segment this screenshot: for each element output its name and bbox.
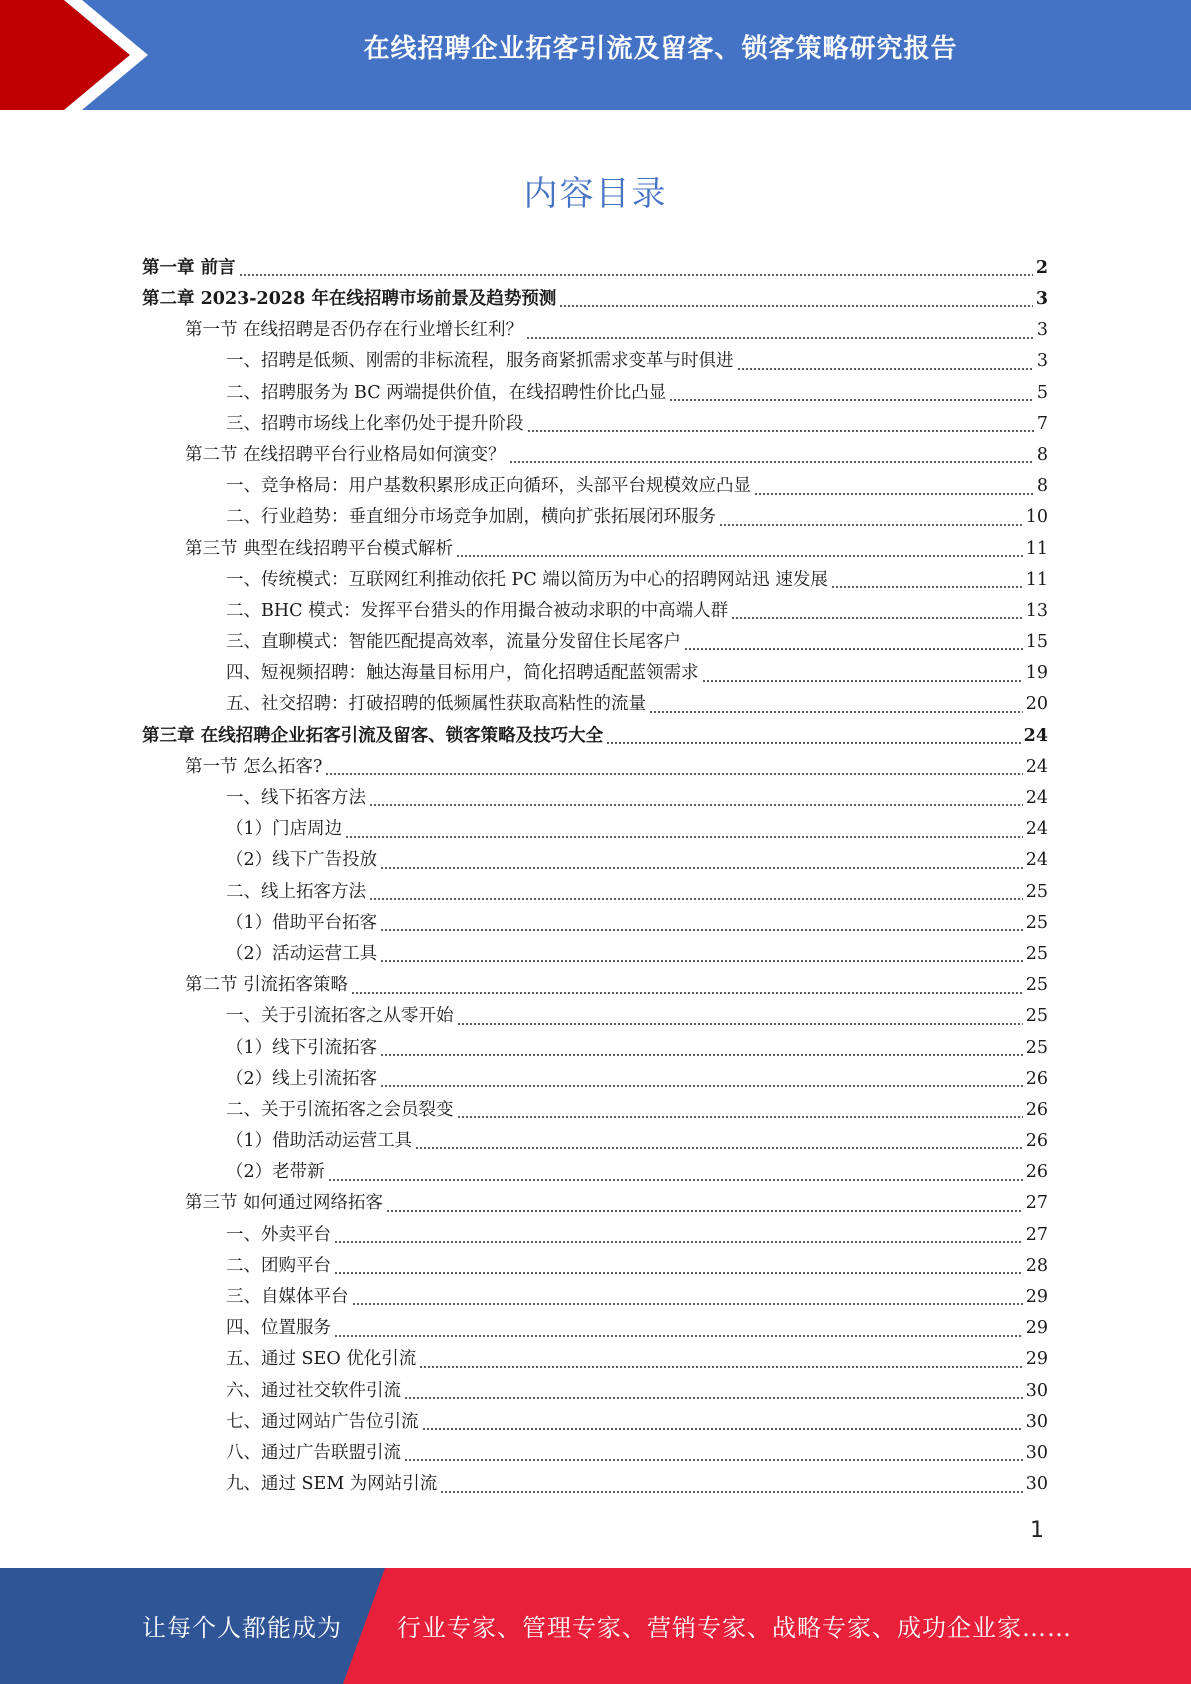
page-number: 1 <box>1030 1518 1044 1543</box>
toc-leader-dots <box>649 711 1023 713</box>
toc-entry-title: 第二节 在线招聘平台行业格局如何演变？ <box>185 444 506 465</box>
toc-leader-dots <box>334 1335 1023 1337</box>
toc-entry-title: 第一节 在线招聘是否仍存在行业增长红利？ <box>185 320 524 341</box>
toc-entry-title: 三、招聘市场线上化率仍处于提升阶段 <box>226 413 524 434</box>
toc-leader-dots <box>527 430 1034 432</box>
toc-entry[interactable] <box>142 658 1048 689</box>
toc-entry-title: 九、通过 SEM 为网站引流 <box>226 1474 438 1495</box>
toc-entry-page: 8 <box>1036 476 1048 497</box>
toc-entry[interactable] <box>142 1095 1048 1126</box>
toc-entry-page: 13 <box>1025 600 1048 621</box>
toc-entry-page: 10 <box>1025 507 1048 528</box>
toc-entry[interactable] <box>142 1033 1048 1064</box>
toc-leader-dots <box>386 1210 1023 1212</box>
toc-entry-page: 19 <box>1025 663 1048 684</box>
toc-entry-title: 第三节 如何通过网络拓客 <box>185 1193 384 1214</box>
toc-entry[interactable] <box>142 534 1048 565</box>
toc-entry-title: 一、招聘是低频、刚需的非标流程，服务商紧抓需求变革与时俱进 <box>226 351 734 372</box>
toc-entry-page: 7 <box>1036 413 1048 434</box>
toc-leader-dots <box>380 1085 1023 1087</box>
toc-entry[interactable] <box>142 1438 1048 1469</box>
toc-entry[interactable] <box>142 565 1048 596</box>
toc-leader-dots <box>419 1366 1022 1368</box>
toc-entry[interactable] <box>142 908 1048 939</box>
toc-entry-title: 一、传统模式：互联网红利推动依托 PC 端以简历为中心的招聘网站迅 速发展 <box>226 569 828 590</box>
toc-entry[interactable] <box>142 253 1048 284</box>
toc-entry-page: 29 <box>1025 1349 1048 1370</box>
toc-entry-page: 24 <box>1025 850 1048 871</box>
toc-entry[interactable] <box>142 814 1048 845</box>
toc-entry[interactable] <box>142 627 1048 658</box>
toc-entry-title: （1）借助平台拓客 <box>226 912 378 933</box>
toc-leader-dots <box>526 337 1034 339</box>
toc-leader-dots <box>415 1147 1023 1149</box>
toc-leader-dots <box>239 274 1033 276</box>
toc-leader-dots <box>369 804 1023 806</box>
toc-entry-page: 3 <box>1036 351 1048 372</box>
toc-entry-title: 一、关于引流拓客之从零开始 <box>226 1006 454 1027</box>
toc-entry-title: 第二节 引流拓客策略 <box>185 975 349 996</box>
toc-entry-title: 三、直聊模式：智能匹配提高效率，流量分发留住长尾客户 <box>226 632 681 653</box>
toc-entry-title: 三、自媒体平台 <box>226 1287 349 1308</box>
toc-entry-page: 11 <box>1025 538 1048 559</box>
toc-leader-dots <box>380 929 1023 931</box>
toc-entry[interactable] <box>142 284 1048 315</box>
toc-leader-dots <box>457 1116 1023 1118</box>
toc-entry[interactable] <box>142 1157 1048 1188</box>
toc-entry-page: 24 <box>1025 756 1048 777</box>
toc-leader-dots <box>352 1303 1023 1305</box>
toc-entry-title: （2）线上引流拓客 <box>226 1068 378 1089</box>
toc-leader-dots <box>559 305 1032 307</box>
toc-entry-page: 11 <box>1025 569 1048 590</box>
footer-slogan-right: 行业专家、管理专家、营销专家、战略专家、成功企业家…… <box>397 1614 1072 1642</box>
toc-entry-page: 27 <box>1025 1193 1048 1214</box>
toc-entry[interactable] <box>142 1002 1048 1033</box>
toc-entry-title: 一、线下拓客方法 <box>226 788 366 809</box>
toc-leader-dots <box>754 493 1034 495</box>
toc-leader-dots <box>325 773 1022 775</box>
toc-leader-dots <box>719 524 1023 526</box>
toc-entry-title: 第一节 怎么拓客? <box>185 756 323 777</box>
toc-entry-page: 8 <box>1036 444 1048 465</box>
toc-leader-dots <box>737 368 1034 370</box>
toc-leader-dots <box>831 586 1023 588</box>
toc-entry-page: 3 <box>1036 320 1048 341</box>
toc-leader-dots <box>351 992 1023 994</box>
toc-entry-page: 15 <box>1025 632 1048 653</box>
toc-entry[interactable] <box>142 752 1048 783</box>
toc-entry[interactable] <box>142 1407 1048 1438</box>
toc-entry-page: 24 <box>1025 788 1048 809</box>
toc-entry[interactable] <box>142 471 1048 502</box>
toc-entry-page: 2 <box>1035 257 1048 278</box>
toc-entry[interactable] <box>142 721 1048 752</box>
toc-entry-title: 第二章 2023-2028 年在线招聘市场前景及趋势预测 <box>142 289 557 310</box>
toc-entry[interactable] <box>142 939 1048 970</box>
toc-leader-dots <box>606 742 1021 744</box>
toc-entry-page: 29 <box>1025 1287 1048 1308</box>
toc-entry[interactable] <box>142 846 1048 877</box>
toc-leader-dots <box>380 960 1023 962</box>
toc-leader-dots <box>456 555 1023 557</box>
toc-entry-title: 二、行业趋势：垂直细分市场竞争加剧，横向扩张拓展闭环服务 <box>226 507 716 528</box>
toc-leader-dots <box>369 898 1023 900</box>
toc-leader-dots <box>404 1397 1023 1399</box>
toc-title: 内容目录 <box>523 174 668 214</box>
toc-entry-page: 24 <box>1023 725 1048 746</box>
toc-entry[interactable] <box>142 1469 1048 1500</box>
header-title: 在线招聘企业拓客引流及留客、锁客策略研究报告 <box>363 34 958 64</box>
toc-entry-title: 第三章 在线招聘企业拓客引流及留客、锁客策略及技巧大全 <box>142 725 604 746</box>
toc-entry[interactable] <box>142 690 1048 721</box>
toc-entry-title: 四、短视频招聘：触达海量目标用户，简化招聘适配蓝领需求 <box>226 663 699 684</box>
toc-leader-dots <box>440 1491 1022 1493</box>
toc-entry-page: 27 <box>1025 1224 1048 1245</box>
toc-entry-title: （2）活动运营工具 <box>226 943 378 964</box>
toc-entry-page: 5 <box>1036 382 1048 403</box>
toc-entry-page: 25 <box>1025 943 1048 964</box>
toc-entry[interactable] <box>142 1189 1048 1220</box>
footer-slogan-left: 让每个人都能成为 <box>142 1614 342 1642</box>
toc-entry-title: 七、通过网站广告位引流 <box>226 1411 419 1432</box>
toc-entry-title: 五、通过 SEO 优化引流 <box>226 1349 417 1370</box>
toc-leader-dots <box>422 1428 1023 1430</box>
toc-entry[interactable] <box>142 1376 1048 1407</box>
toc-leader-dots <box>334 1241 1023 1243</box>
toc-entry[interactable] <box>142 970 1048 1001</box>
toc-entry-title: 二、BHC 模式：发挥平台猎头的作用撮合被动求职的中高端人群 <box>226 600 729 621</box>
toc-entry[interactable] <box>142 1313 1048 1344</box>
toc-entry-title: 一、外卖平台 <box>226 1224 331 1245</box>
toc-leader-dots <box>380 1054 1023 1056</box>
page-header <box>0 0 1191 110</box>
toc-entry-title: 四、位置服务 <box>226 1318 331 1339</box>
toc-entry-title: 第三节 典型在线招聘平台模式解析 <box>185 538 454 559</box>
toc-leader-dots <box>509 461 1034 463</box>
toc-entry-page: 26 <box>1025 1162 1048 1183</box>
toc-leader-dots <box>731 617 1023 619</box>
toc-entry-page: 30 <box>1025 1442 1048 1463</box>
toc-entry-page: 24 <box>1025 819 1048 840</box>
toc-entry-page: 28 <box>1025 1255 1048 1276</box>
toc-entry-title: 二、招聘服务为 BC 两端提供价值，在线招聘性价比凸显 <box>226 382 667 403</box>
toc-entry-page: 25 <box>1025 881 1048 902</box>
toc-entry-page: 25 <box>1025 975 1048 996</box>
toc-entry-title: 二、关于引流拓客之会员裂变 <box>226 1099 454 1120</box>
toc-leader-dots <box>380 867 1023 869</box>
toc-entry-title: （1）门店周边 <box>226 819 343 840</box>
page-footer <box>0 1568 1191 1684</box>
toc-leader-dots <box>404 1459 1023 1461</box>
toc-entry[interactable] <box>142 315 1048 346</box>
table-of-contents <box>142 253 1048 1501</box>
toc-entry[interactable] <box>142 1345 1048 1376</box>
toc-entry-page: 25 <box>1025 1037 1048 1058</box>
toc-leader-dots <box>334 1272 1023 1274</box>
toc-entry[interactable] <box>142 378 1048 409</box>
toc-entry-title: 八、通过广告联盟引流 <box>226 1442 401 1463</box>
toc-entry[interactable] <box>142 596 1048 627</box>
toc-entry-title: 六、通过社交软件引流 <box>226 1380 401 1401</box>
toc-entry[interactable] <box>142 877 1048 908</box>
toc-entry-page: 3 <box>1035 289 1048 310</box>
toc-entry-page: 25 <box>1025 912 1048 933</box>
toc-entry[interactable] <box>142 1251 1048 1282</box>
toc-entry-page: 30 <box>1025 1474 1048 1495</box>
toc-entry[interactable] <box>142 440 1048 471</box>
toc-entry-page: 26 <box>1025 1099 1048 1120</box>
toc-entry[interactable] <box>142 347 1048 378</box>
toc-leader-dots <box>702 680 1023 682</box>
toc-entry-title: （2）老带新 <box>226 1162 325 1183</box>
toc-entry[interactable] <box>142 1064 1048 1095</box>
toc-entry-page: 29 <box>1025 1318 1048 1339</box>
toc-leader-dots <box>669 399 1034 401</box>
toc-leader-dots <box>684 648 1023 650</box>
toc-entry-title: 一、竞争格局：用户基数积累形成正向循环，头部平台规模效应凸显 <box>226 476 751 497</box>
toc-entry-page: 26 <box>1025 1068 1048 1089</box>
toc-entry-title: 二、线上拓客方法 <box>226 881 366 902</box>
toc-leader-dots <box>457 1023 1023 1025</box>
toc-leader-dots <box>345 836 1023 838</box>
toc-entry-title: （2）线下广告投放 <box>226 850 378 871</box>
toc-entry[interactable] <box>142 1282 1048 1313</box>
toc-entry-title: 二、团购平台 <box>226 1255 331 1276</box>
toc-entry[interactable] <box>142 1220 1048 1251</box>
toc-entry-title: （1）借助活动运营工具 <box>226 1131 413 1152</box>
toc-entry-title: 第一章 前言 <box>142 257 236 278</box>
toc-entry-page: 25 <box>1025 1006 1048 1027</box>
toc-entry[interactable] <box>142 783 1048 814</box>
toc-entry-page: 20 <box>1025 694 1048 715</box>
toc-entry-page: 30 <box>1025 1380 1048 1401</box>
toc-leader-dots <box>328 1179 1023 1181</box>
toc-entry[interactable] <box>142 409 1048 440</box>
toc-entry-title: （1）线下引流拓客 <box>226 1037 378 1058</box>
toc-entry-page: 26 <box>1025 1131 1048 1152</box>
toc-entry[interactable] <box>142 1126 1048 1157</box>
toc-entry-page: 30 <box>1025 1411 1048 1432</box>
toc-entry[interactable] <box>142 503 1048 534</box>
toc-entry-title: 五、社交招聘：打破招聘的低频属性获取高粘性的流量 <box>226 694 646 715</box>
